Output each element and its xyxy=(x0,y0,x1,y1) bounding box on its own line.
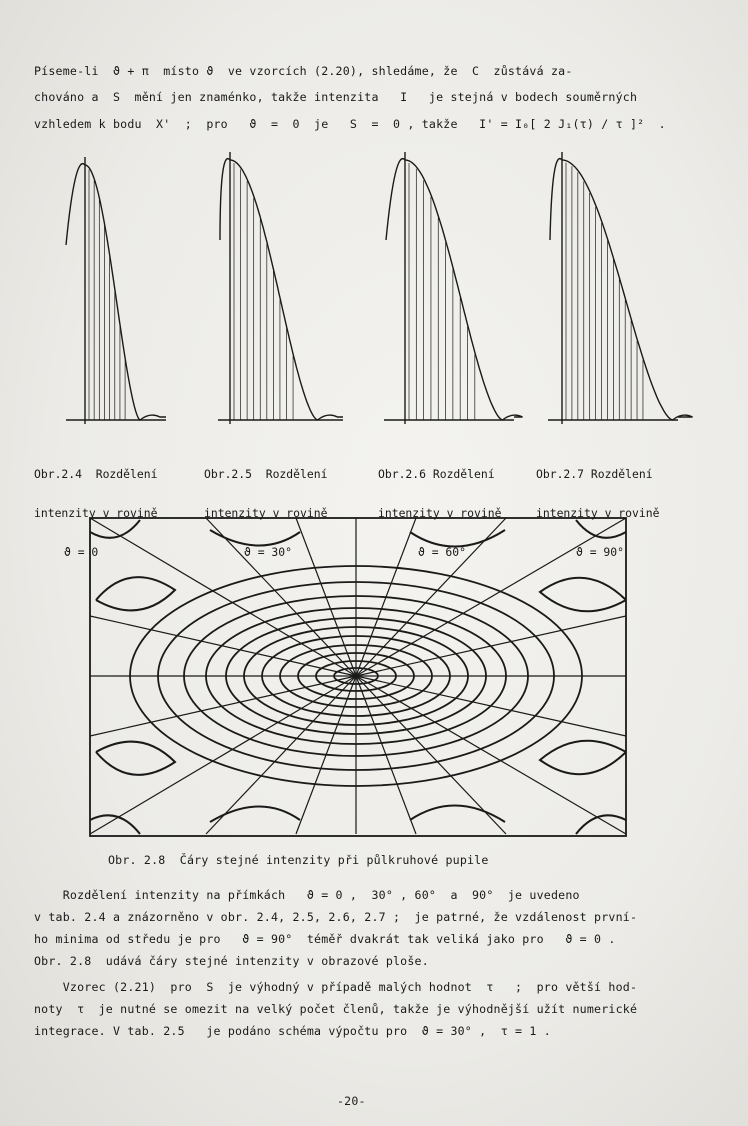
caption-line: Obr.2.6 Rozdělení xyxy=(378,467,495,481)
contour-ray xyxy=(356,676,626,834)
caption-line: intenzity v rovině xyxy=(536,506,660,520)
caption-line: ϑ = 60° xyxy=(418,545,467,559)
side-lobe-contour xyxy=(540,578,626,611)
side-lobe-contour xyxy=(540,741,626,774)
side-lobe-contour xyxy=(410,530,505,547)
caption-line: Obr.2.5 Rozdělení xyxy=(204,467,328,481)
top-text-line-3: vzhledem k bodu X' ; pro ϑ = 0 je S = 0 , takže I' = I₀[ 2 J₁(τ) / τ ]² . xyxy=(34,117,666,131)
top-text-line-2: chováno a S mění jen znaménko, takže intenzita I je stejná v bodech souměrných xyxy=(34,90,638,104)
side-lobe-contour xyxy=(576,815,626,834)
caption-line: intenzity v rovině xyxy=(204,506,328,520)
figure-2-8-caption: Obr. 2.8 Čáry stejné intenzity při půlkruhové pupile xyxy=(108,853,489,867)
contour-ray xyxy=(90,518,356,676)
side-lobe-contour xyxy=(410,805,505,822)
page-number: -20- xyxy=(337,1094,366,1108)
side-lobe-contour xyxy=(90,815,140,834)
caption-line: Obr.2.4 Rozdělení xyxy=(34,467,158,481)
caption-line: ϑ = 90° xyxy=(576,545,625,559)
contour-ray xyxy=(356,518,626,676)
caption-line: intenzity v rovině xyxy=(34,506,158,520)
caption-line: intenzity v rovině xyxy=(378,506,502,520)
caption-line: ϑ = 0 xyxy=(64,545,99,559)
caption-line: Obr.2.7 Rozdělení xyxy=(536,467,653,481)
body-text-line-4: Obr. 2.8 udává čáry stejné intenzity v obrazové ploše. xyxy=(34,954,429,968)
body-text-line-7: integrace. V tab. 2.5 je podáno schéma výpočtu pro ϑ = 30° , τ = 1 . xyxy=(34,1024,551,1038)
top-text-line-1: Píseme-li ϑ + π místo ϑ ve vzorcích (2.20), shledáme, že C zůstává za- xyxy=(34,64,573,78)
body-text-line-6: noty τ je nutné se omezit na velký počet členů, takže je výhodnější užít numerické xyxy=(34,1002,638,1016)
caption-line: ϑ = 30° xyxy=(244,545,293,559)
side-lobe-contour xyxy=(210,806,300,822)
side-lobe-contour xyxy=(96,577,175,610)
body-text-line-5: Vzorec (2.21) pro S je výhodný v případě malých hodnot τ ; pro větší hod- xyxy=(34,980,638,994)
side-lobe-contour xyxy=(96,742,175,775)
body-text-line-2: v tab. 2.4 a znázorněno v obr. 2.4, 2.5, 2.6, 2.7 ; je patrné, že vzdálenost první- xyxy=(34,910,638,924)
contour-ray xyxy=(90,676,356,834)
side-lobe-contour xyxy=(210,530,300,546)
body-text-line-3: ho minima od středu je pro ϑ = 90° téměř dvakrát tak veliká jako pro ϑ = 0 . xyxy=(34,932,616,946)
body-text-line-1: Rozdělení intenzity na přímkách ϑ = 0 , 30° , 60° a 90° je uvedeno xyxy=(34,888,580,902)
